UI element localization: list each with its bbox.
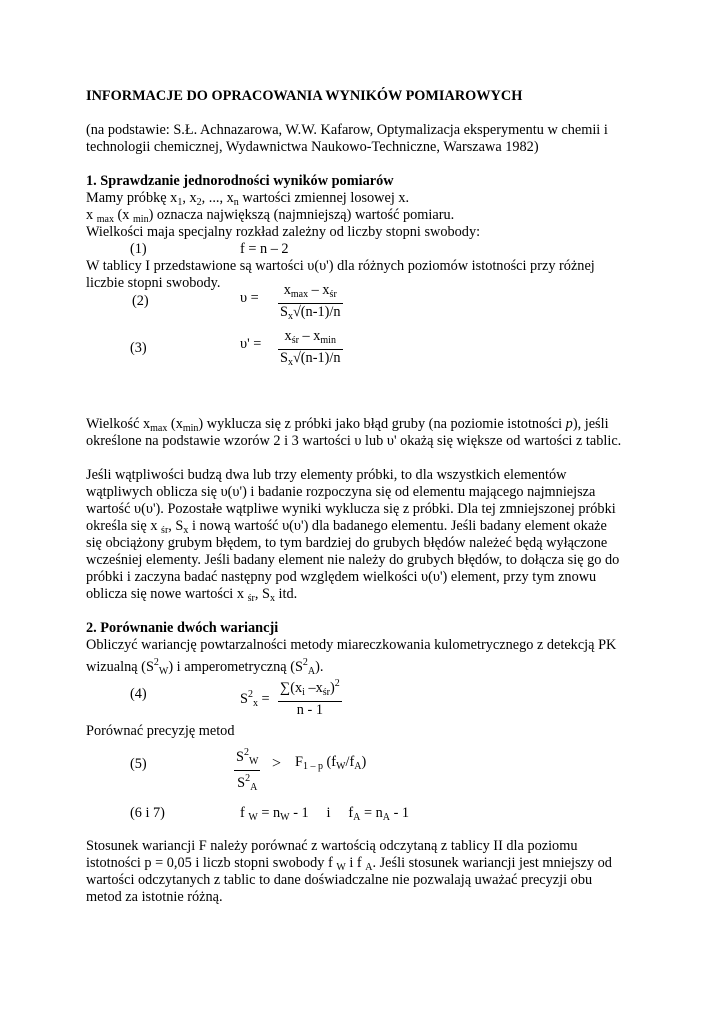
table-line-1: W tablicy I przedstawione są wartości υ(υ') dla różnych poziomów istotności przy różnej xyxy=(86,258,595,274)
document-title: INFORMACJE DO OPRACOWANIA WYNIKÓW POMIAROWYCH xyxy=(86,88,523,104)
eq3-fraction: $x_{śr} - x_{min}$ $S_x√(n-1)/n$ xyxy=(280,328,341,368)
eq3-lhs: υ' = xyxy=(240,336,262,352)
ratio-line-2: istotności p = 0,05 i liczb stopni swobody f $_W$ i f $_A$. Jeśli stosunek wariancji jest mniejszy od xyxy=(86,855,612,873)
eq1-label: (1) xyxy=(130,241,147,257)
eq5-label: (5) xyxy=(130,756,147,772)
eq4-label: (4) xyxy=(130,686,147,702)
section-1-heading: 1. Sprawdzanie jednorodności wyników pomiarów xyxy=(86,173,394,189)
eq5-greater-than: > xyxy=(272,755,282,772)
ratio-line-4: metod za istotnie różną. xyxy=(86,889,223,905)
eq5-rhs: $F_{1 - p}$ $(f_W/f_A)$ xyxy=(295,754,367,772)
eq67-formula: f $_W = n_W - 1$ i $f_A = n_A - 1$ xyxy=(240,805,410,823)
ratio-line-3: wartości odczytanych z tablic to dane doświadczalne nie pozwalają uważać precyzji obu xyxy=(86,872,593,888)
doubt-line-7: próbki i zaczyna badać następny pod względem wielkości υ(υ') element, przy tym znowu xyxy=(86,569,597,585)
eq4-lhs: $S^2_x$ = xyxy=(240,689,270,709)
doubt-line-6: wcześniej elementy. Jeśli badany element nie należy do grubych błędów, to dołącza się go do xyxy=(86,552,620,568)
eq5-fraction: $\frac{S^2_W}{S^2_A}$ xyxy=(236,747,259,793)
doubt-line-3: wartość υ(υ'). Pozostałe wątpliwe wyniki wyklucza się z próbki. Dla tej zmniejszonej próbki xyxy=(86,501,616,517)
source-line-1: (na podstawie: S.Ł. Achnazarowa, W.W. Kafarow, Optymalizacja eksperymentu w chemii i xyxy=(86,122,608,138)
eq2-fraction: $x_{max} - x_{śr}$ $S_x√(n-1)/n$ xyxy=(280,282,341,322)
doubt-line-2: wątpliwych oblicza się υ(υ') i badanie rozpoczyna się od elementu mającego najmniejsza xyxy=(86,484,596,500)
compare-line: Porównać precyzję metod xyxy=(86,723,235,739)
doubt-line-8: oblicza się nowe wartości x $_{śr}$, $S_x$ itd. xyxy=(86,586,298,604)
exclusion-line-1: Wielkość $x_{max}$ $(x_{min})$ wyklucza się z próbki jako błąd gruby (na poziomie istotności p), jeśli xyxy=(86,416,609,434)
eq2-lhs: υ = xyxy=(240,290,259,306)
distribution-line: Wielkości maja specjalny rozkład zależny od liczby stopni swobody: xyxy=(86,224,481,240)
section-2-heading: 2. Porównanie dwóch wariancji xyxy=(86,620,279,636)
sample-line: Mamy próbkę $x_1$, $x_2$, ..., $x_n$ wartości zmiennej losowej x. xyxy=(86,190,410,208)
xmax-line: x $_{max}$ (x $_{min}$) oznacza największą (najmniejszą) wartość pomiaru. xyxy=(86,207,455,225)
eq67-label: (6 i 7) xyxy=(130,805,165,821)
eq4-fraction: $\sum(x_i$ $-x_{śr})^2$ n - 1 xyxy=(280,678,340,718)
variance-line-1: Obliczyć wariancję powtarzalności metody miareczkowania kulometrycznego z detekcją PK xyxy=(86,637,617,653)
variance-line-2: wizualną $(S^2_W)$ i amperometryczną $(S^2_A)$. xyxy=(86,657,324,677)
eq1-formula: f = n – 2 xyxy=(240,241,289,257)
doubt-line-5: się obciążony grubym błędem, to tym bardziej do grubych błędów należeć będą wyłączone xyxy=(86,535,608,551)
doubt-line-1: Jeśli wątpliwości budzą dwa lub trzy elementy próbki, to dla wszystkich elementów xyxy=(86,467,567,483)
exclusion-line-2: określone na podstawie wzorów 2 i 3 wartości υ lub υ' okażą się większe od wartości z tablic. xyxy=(86,433,622,449)
doubt-line-4: określa się x $_{śr}$, $S_x$ i nową wartość υ(υ') dla badanego elementu. Jeśli badany element okaże xyxy=(86,518,607,536)
table-line-2: liczbie stopni swobody. xyxy=(86,275,221,291)
source-line-2: technologii chemicznej, Wydawnictwa Naukowo-Techniczne, Warszawa 1982) xyxy=(86,139,539,155)
ratio-line-1: Stosunek wariancji F należy porównać z wartością odczytaną z tablicy II dla poziomu xyxy=(86,838,578,854)
eq3-label: (3) xyxy=(130,340,147,356)
eq2-label: (2) xyxy=(132,293,149,309)
